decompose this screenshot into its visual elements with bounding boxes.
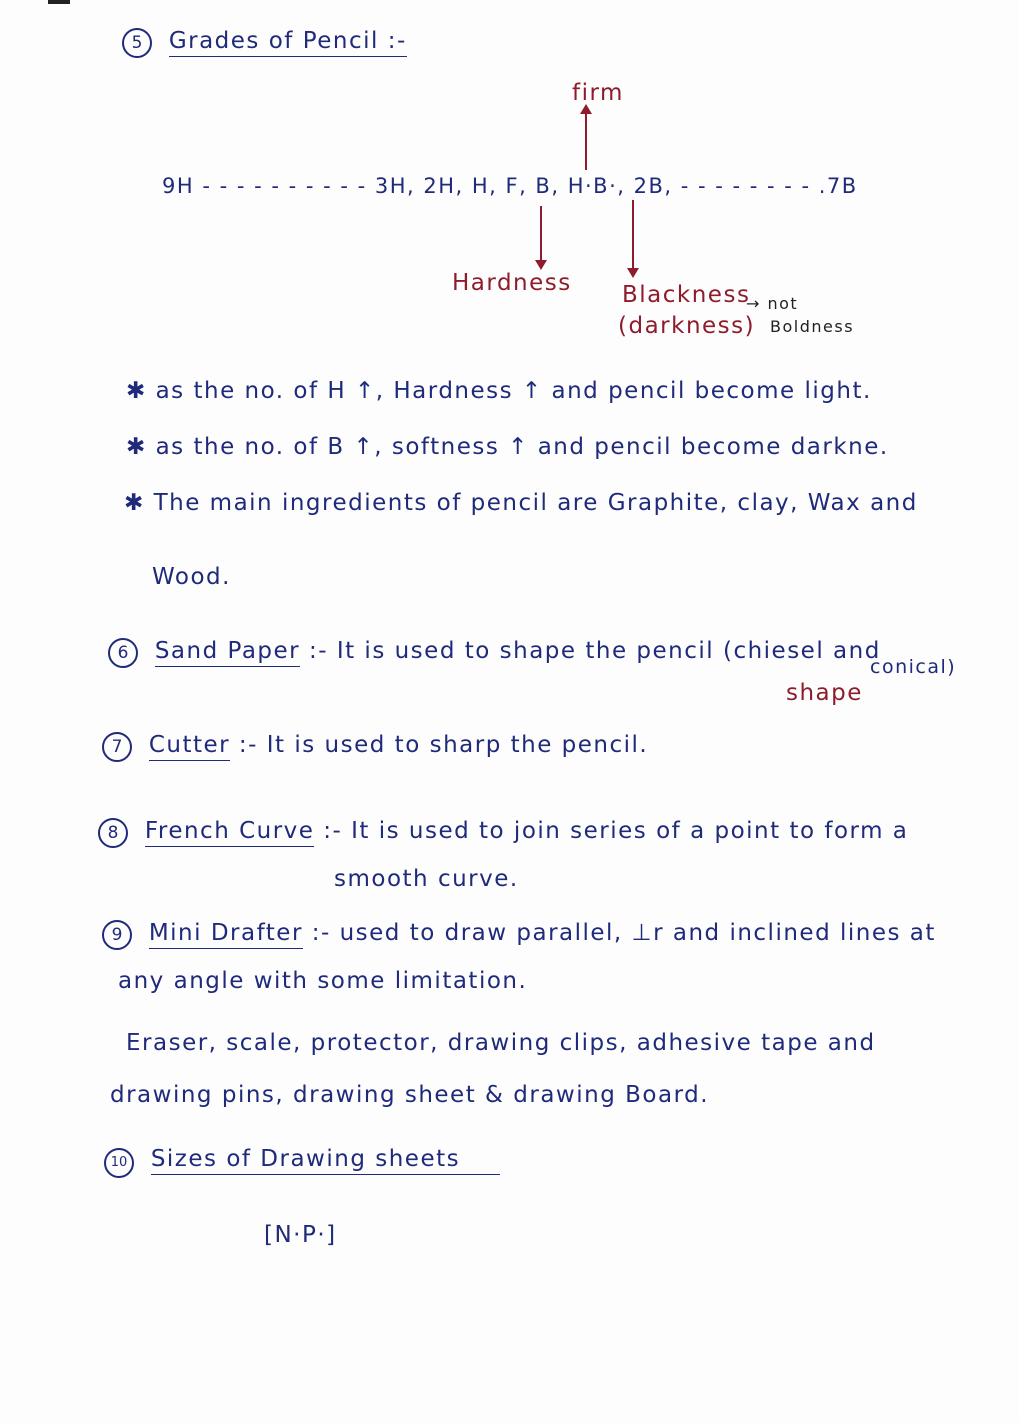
hardness-label: Hardness [452, 270, 572, 296]
section-6-text2: conical) [870, 656, 957, 678]
section-title: Sizes of Drawing sheets [151, 1146, 500, 1175]
section-6 [108, 638, 881, 668]
section-title: Cutter [149, 732, 230, 761]
section-number: 9 [102, 920, 132, 950]
section-number: 6 [108, 638, 138, 668]
section-number: 5 [122, 28, 152, 58]
scan-mark [48, 0, 70, 4]
note-line: ✱ as the no. of B ↑, softness ↑ and pencil become darkne. [126, 434, 889, 460]
blackness-label: Blackness [622, 282, 751, 308]
section-number: 8 [98, 818, 128, 848]
firm-label: firm [572, 80, 624, 106]
not-label: → not [746, 294, 799, 313]
section-title: Sand Paper [155, 638, 300, 667]
section-9 [102, 920, 936, 950]
section-9-text2: any angle with some limitation. [118, 968, 528, 994]
section-text: :- It is used to sharp the pencil. [238, 732, 649, 758]
grade-scale: 9H - - - - - - - - - - 3H, 2H, H, F, B, H·B·, 2B, - - - - - - - - .7B [162, 174, 858, 198]
shape-label: shape [786, 680, 863, 706]
darkness-label: (darkness) [618, 313, 756, 339]
down-arrow-icon [540, 206, 542, 262]
section-8 [98, 818, 908, 848]
section-number: 7 [102, 732, 132, 762]
section-7 [102, 732, 648, 762]
section-title: French Curve [145, 818, 315, 847]
boldness-label: Boldness [770, 317, 855, 336]
section-10 [104, 1146, 500, 1178]
section-8-text2: smooth curve. [334, 866, 519, 892]
note-line: ✱ The main ingredients of pencil are Graphite, clay, Wax and [124, 490, 918, 516]
others-line: Eraser, scale, protector, drawing clips, adhesive tape and [126, 1030, 876, 1056]
section-text: :- used to draw parallel, ⊥r and inclined lines at [311, 920, 936, 946]
section-text: :- It is used to join series of a point to form a [323, 818, 909, 844]
section-title: Mini Drafter [149, 920, 303, 949]
note-line: ✱ as the no. of H ↑, Hardness ↑ and pencil become light. [126, 378, 872, 404]
section-text: :- It is used to shape the pencil (chiesel and [308, 638, 881, 664]
section-number: 10 [104, 1148, 134, 1178]
note-line: Wood. [152, 564, 231, 590]
np-label: [N·P·] [264, 1222, 337, 1248]
section-5-heading [122, 28, 407, 58]
up-arrow-icon [585, 112, 587, 170]
others-line: drawing pins, drawing sheet & drawing Board. [110, 1082, 710, 1108]
down-arrow-icon [632, 200, 634, 270]
section-title: Grades of Pencil :- [169, 28, 407, 57]
